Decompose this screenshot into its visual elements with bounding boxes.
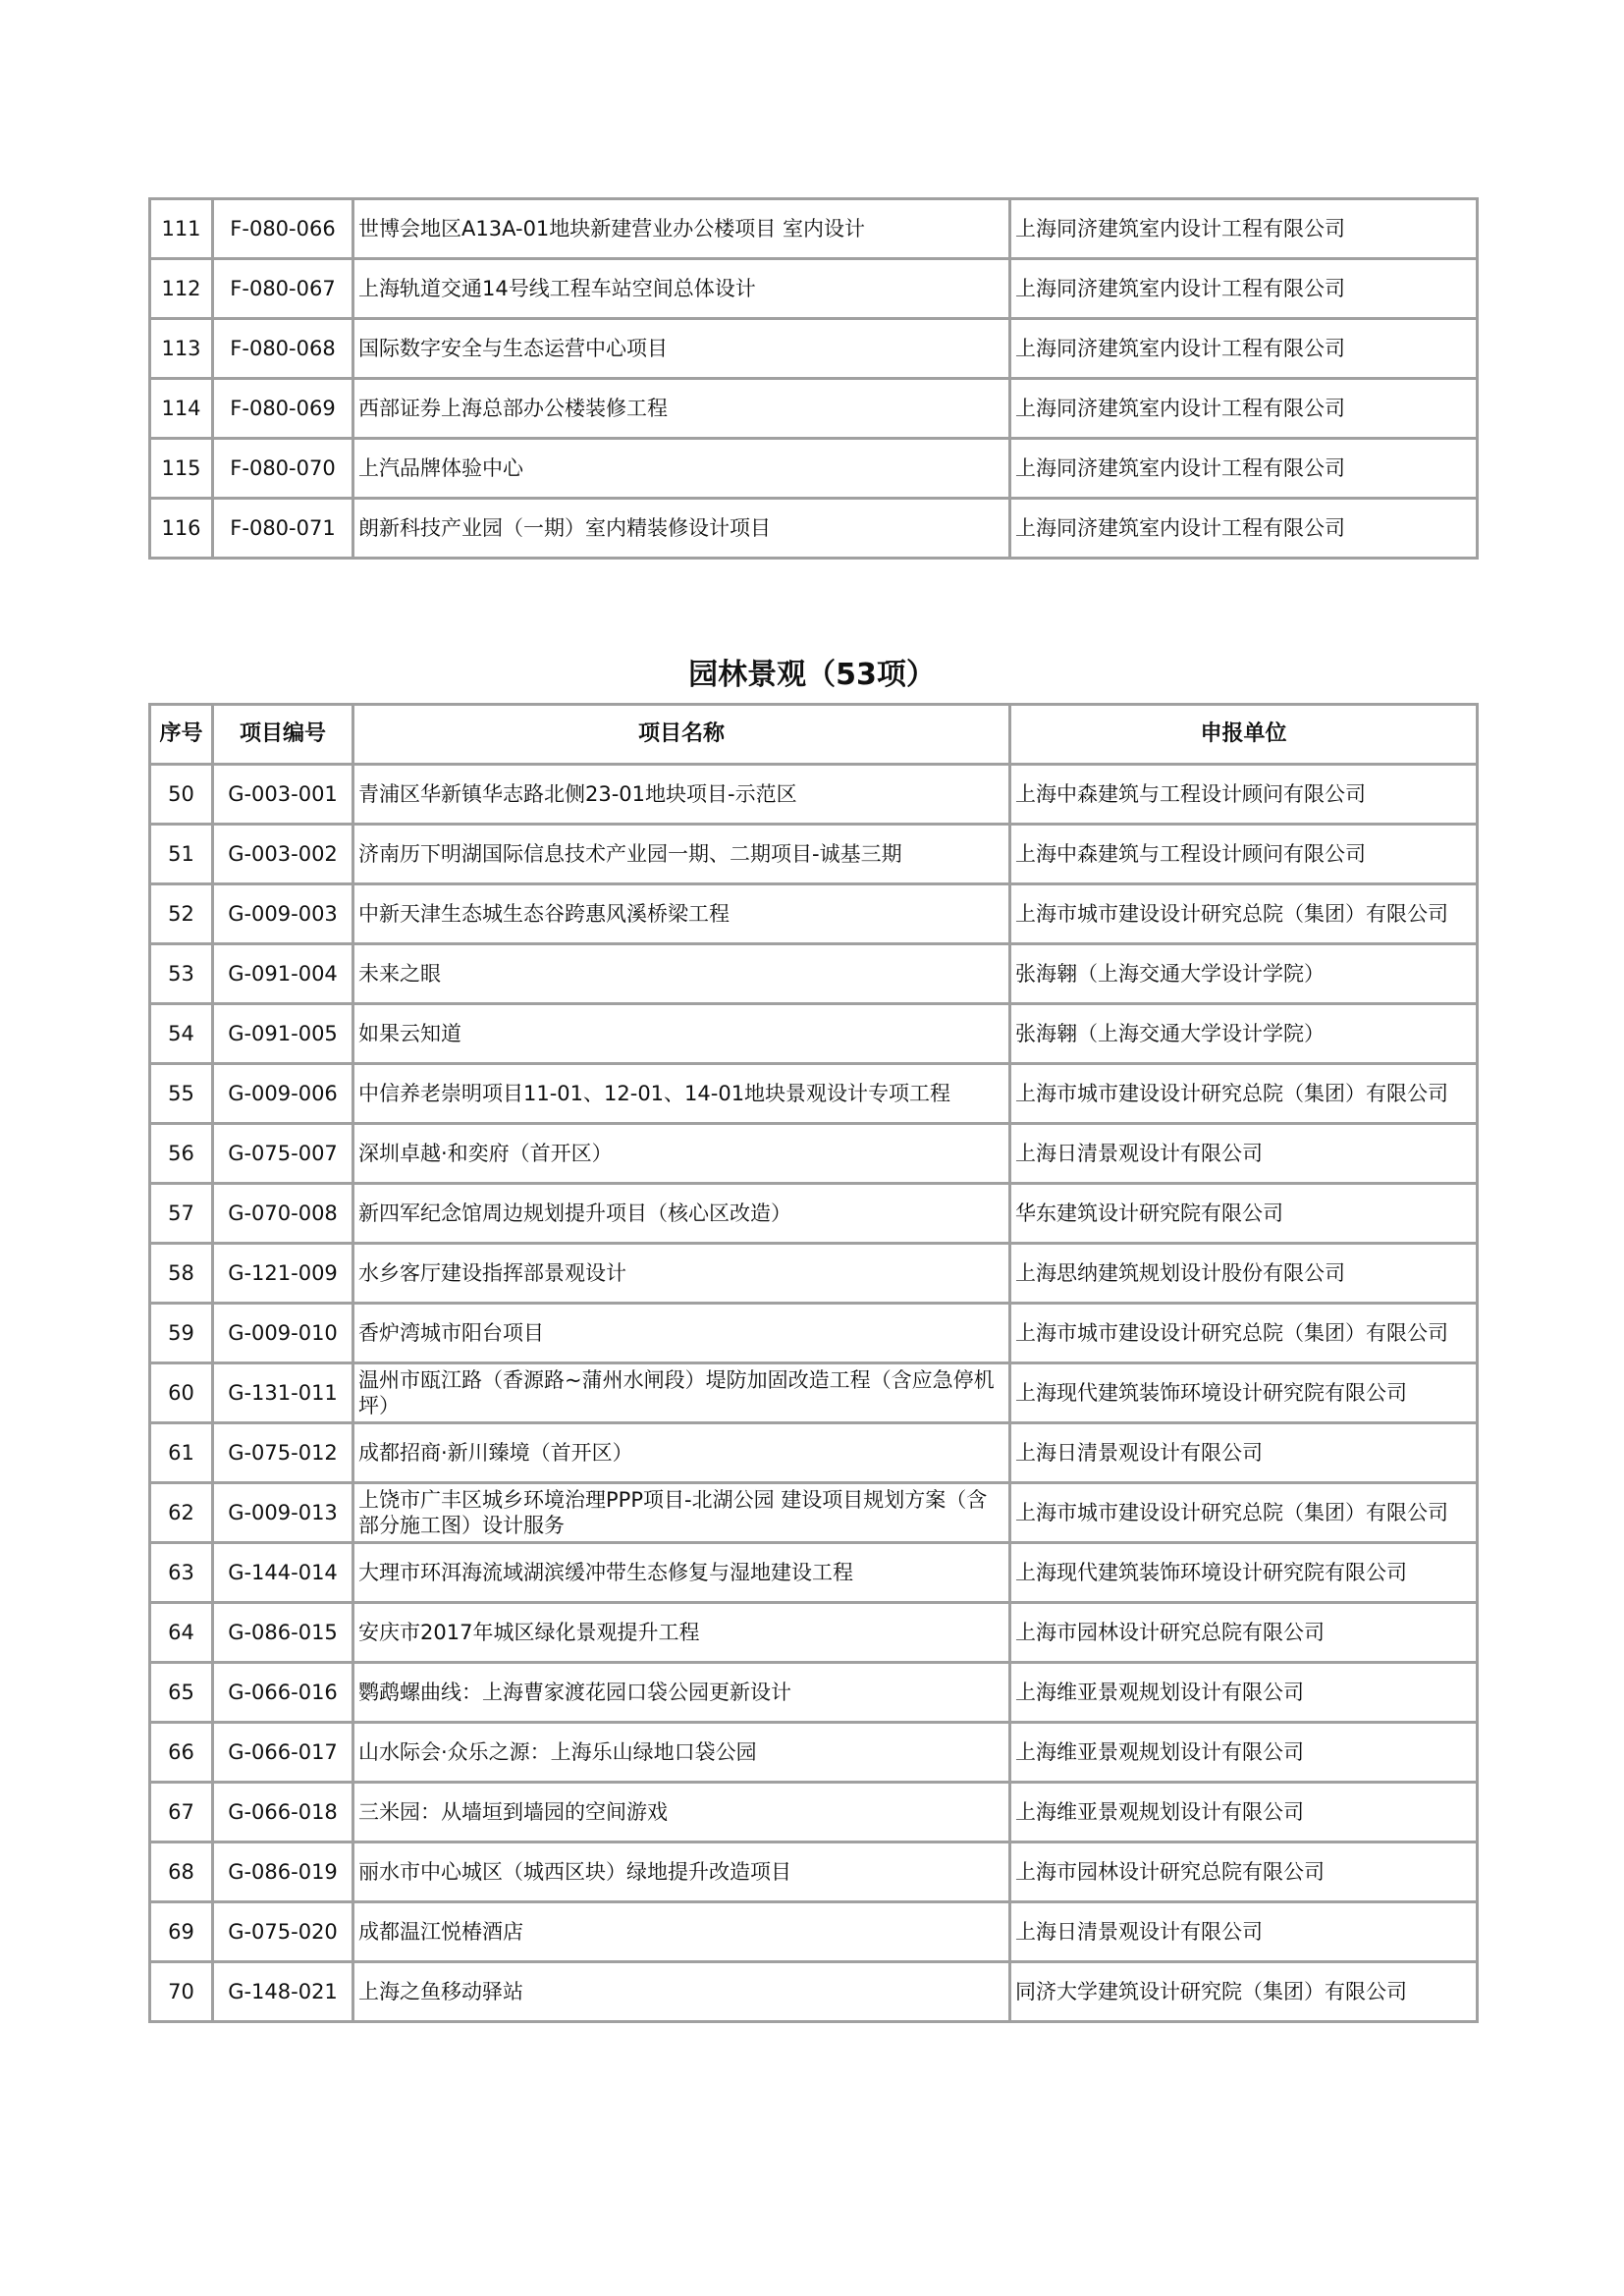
cell-applicant: 上海维亚景观规划设计有限公司 bbox=[1010, 1783, 1478, 1842]
cell-project-name: 世博会地区A13A-01地块新建营业办公楼项目 室内设计 bbox=[353, 199, 1010, 259]
table-row bbox=[150, 1723, 1478, 1783]
cell-project-name: 中新天津生态城生态谷跨惠风溪桥梁工程 bbox=[353, 884, 1010, 944]
cell-project-code: G-075-007 bbox=[213, 1124, 353, 1184]
table-row bbox=[150, 1423, 1478, 1483]
cell-project-code: F-080-070 bbox=[213, 439, 353, 499]
cell-applicant: 上海市城市建设设计研究总院（集团）有限公司 bbox=[1010, 884, 1478, 944]
cell-applicant: 上海同济建筑室内设计工程有限公司 bbox=[1010, 199, 1478, 259]
cell-project-name: 丽水市中心城区（城西区块）绿地提升改造项目 bbox=[353, 1842, 1010, 1902]
cell-project-code: G-091-004 bbox=[213, 944, 353, 1004]
cell-project-code: G-009-003 bbox=[213, 884, 353, 944]
cell-applicant: 上海日清景观设计有限公司 bbox=[1010, 1423, 1478, 1483]
cell-project-name: 朗新科技产业园（一期）室内精装修设计项目 bbox=[353, 499, 1010, 559]
table-header-row bbox=[150, 705, 1478, 765]
header-project-code: 项目编号 bbox=[213, 705, 353, 765]
cell-applicant: 上海市园林设计研究总院有限公司 bbox=[1010, 1842, 1478, 1902]
cell-index: 50 bbox=[150, 765, 213, 825]
cell-applicant: 上海日清景观设计有限公司 bbox=[1010, 1902, 1478, 1962]
table-row bbox=[150, 1483, 1478, 1543]
table-row bbox=[150, 765, 1478, 825]
table-row bbox=[150, 1124, 1478, 1184]
cell-index: 55 bbox=[150, 1064, 213, 1124]
table-row bbox=[150, 1962, 1478, 2022]
cell-index: 114 bbox=[150, 379, 213, 439]
cell-applicant: 上海日清景观设计有限公司 bbox=[1010, 1124, 1478, 1184]
cell-project-name: 济南历下明湖国际信息技术产业园一期、二期项目-诚基三期 bbox=[353, 825, 1010, 884]
cell-index: 68 bbox=[150, 1842, 213, 1902]
cell-applicant: 上海思纳建筑规划设计股份有限公司 bbox=[1010, 1244, 1478, 1304]
cell-index: 53 bbox=[150, 944, 213, 1004]
cell-index: 113 bbox=[150, 319, 213, 379]
cell-project-code: F-080-067 bbox=[213, 259, 353, 319]
table-row bbox=[150, 1244, 1478, 1304]
cell-project-name: 温州市瓯江路（香源路~蒲州水闸段）堤防加固改造工程（含应急停机坪） bbox=[353, 1363, 1010, 1423]
cell-project-name: 上海轨道交通14号线工程车站空间总体设计 bbox=[353, 259, 1010, 319]
cell-project-name: 大理市环洱海流域湖滨缓冲带生态修复与湿地建设工程 bbox=[353, 1543, 1010, 1603]
cell-applicant: 同济大学建筑设计研究院（集团）有限公司 bbox=[1010, 1962, 1478, 2022]
cell-project-name: 安庆市2017年城区绿化景观提升工程 bbox=[353, 1603, 1010, 1663]
header-project-name: 项目名称 bbox=[353, 705, 1010, 765]
cell-index: 61 bbox=[150, 1423, 213, 1483]
cell-index: 66 bbox=[150, 1723, 213, 1783]
cell-project-code: G-009-013 bbox=[213, 1483, 353, 1543]
cell-project-code: G-009-006 bbox=[213, 1064, 353, 1124]
cell-project-code: G-144-014 bbox=[213, 1543, 353, 1603]
cell-project-name: 上汽品牌体验中心 bbox=[353, 439, 1010, 499]
cell-project-code: G-003-002 bbox=[213, 825, 353, 884]
cell-index: 67 bbox=[150, 1783, 213, 1842]
cell-project-code: G-121-009 bbox=[213, 1244, 353, 1304]
header-index: 序号 bbox=[150, 705, 213, 765]
table-row bbox=[150, 379, 1478, 439]
cell-applicant: 上海市城市建设设计研究总院（集团）有限公司 bbox=[1010, 1064, 1478, 1124]
table-row bbox=[150, 199, 1478, 259]
cell-applicant: 上海维亚景观规划设计有限公司 bbox=[1010, 1723, 1478, 1783]
cell-project-name: 如果云知道 bbox=[353, 1004, 1010, 1064]
cell-index: 59 bbox=[150, 1304, 213, 1363]
landscape-table bbox=[148, 703, 1479, 2023]
table-row bbox=[150, 1064, 1478, 1124]
interior-design-table-continued bbox=[148, 197, 1479, 560]
cell-applicant: 华东建筑设计研究院有限公司 bbox=[1010, 1184, 1478, 1244]
cell-applicant: 上海同济建筑室内设计工程有限公司 bbox=[1010, 379, 1478, 439]
cell-project-name: 中信养老崇明项目11-01、12-01、14-01地块景观设计专项工程 bbox=[353, 1064, 1010, 1124]
cell-project-code: G-070-008 bbox=[213, 1184, 353, 1244]
cell-project-code: G-009-010 bbox=[213, 1304, 353, 1363]
cell-index: 52 bbox=[150, 884, 213, 944]
cell-project-name: 未来之眼 bbox=[353, 944, 1010, 1004]
table-row bbox=[150, 1663, 1478, 1723]
section-title-landscape: 园林景观（53项） bbox=[688, 658, 936, 692]
cell-index: 112 bbox=[150, 259, 213, 319]
cell-applicant: 上海同济建筑室内设计工程有限公司 bbox=[1010, 259, 1478, 319]
table-row bbox=[150, 259, 1478, 319]
cell-project-code: F-080-066 bbox=[213, 199, 353, 259]
cell-project-name: 香炉湾城市阳台项目 bbox=[353, 1304, 1010, 1363]
table-row bbox=[150, 1304, 1478, 1363]
table-row bbox=[150, 1902, 1478, 1962]
cell-applicant: 上海同济建筑室内设计工程有限公司 bbox=[1010, 319, 1478, 379]
cell-project-name: 深圳卓越·和奕府（首开区） bbox=[353, 1124, 1010, 1184]
cell-index: 116 bbox=[150, 499, 213, 559]
cell-project-code: G-066-018 bbox=[213, 1783, 353, 1842]
cell-project-name: 鹦鹉螺曲线：上海曹家渡花园口袋公园更新设计 bbox=[353, 1663, 1010, 1723]
table-row bbox=[150, 1842, 1478, 1902]
cell-index: 62 bbox=[150, 1483, 213, 1543]
cell-applicant: 上海同济建筑室内设计工程有限公司 bbox=[1010, 499, 1478, 559]
table-row bbox=[150, 1603, 1478, 1663]
cell-applicant: 上海同济建筑室内设计工程有限公司 bbox=[1010, 439, 1478, 499]
cell-project-name: 西部证券上海总部办公楼装修工程 bbox=[353, 379, 1010, 439]
cell-project-name: 国际数字安全与生态运营中心项目 bbox=[353, 319, 1010, 379]
cell-project-name: 成都温江悦椿酒店 bbox=[353, 1902, 1010, 1962]
cell-index: 65 bbox=[150, 1663, 213, 1723]
cell-applicant: 上海市园林设计研究总院有限公司 bbox=[1010, 1603, 1478, 1663]
table-row bbox=[150, 825, 1478, 884]
cell-applicant: 上海市城市建设设计研究总院（集团）有限公司 bbox=[1010, 1483, 1478, 1543]
cell-project-code: F-080-068 bbox=[213, 319, 353, 379]
table-row bbox=[150, 499, 1478, 559]
cell-applicant: 张海翱（上海交通大学设计学院） bbox=[1010, 1004, 1478, 1064]
cell-project-name: 山水际会·众乐之源：上海乐山绿地口袋公园 bbox=[353, 1723, 1010, 1783]
cell-index: 56 bbox=[150, 1124, 213, 1184]
cell-index: 64 bbox=[150, 1603, 213, 1663]
cell-index: 63 bbox=[150, 1543, 213, 1603]
cell-project-code: G-131-011 bbox=[213, 1363, 353, 1423]
cell-index: 57 bbox=[150, 1184, 213, 1244]
cell-project-name: 新四军纪念馆周边规划提升项目（核心区改造） bbox=[353, 1184, 1010, 1244]
cell-index: 115 bbox=[150, 439, 213, 499]
cell-index: 70 bbox=[150, 1962, 213, 2022]
cell-project-code: G-075-020 bbox=[213, 1902, 353, 1962]
table-row bbox=[150, 319, 1478, 379]
cell-project-code: G-075-012 bbox=[213, 1423, 353, 1483]
cell-project-name: 上饶市广丰区城乡环境治理PPP项目-北湖公园 建设项目规划方案（含部分施工图）设计服务 bbox=[353, 1483, 1010, 1543]
cell-project-name: 上海之鱼移动驿站 bbox=[353, 1962, 1010, 2022]
table-row bbox=[150, 944, 1478, 1004]
cell-index: 58 bbox=[150, 1244, 213, 1304]
cell-applicant: 上海维亚景观规划设计有限公司 bbox=[1010, 1663, 1478, 1723]
cell-index: 69 bbox=[150, 1902, 213, 1962]
cell-project-code: G-086-019 bbox=[213, 1842, 353, 1902]
cell-project-name: 水乡客厅建设指挥部景观设计 bbox=[353, 1244, 1010, 1304]
cell-index: 51 bbox=[150, 825, 213, 884]
cell-applicant: 上海市城市建设设计研究总院（集团）有限公司 bbox=[1010, 1304, 1478, 1363]
cell-project-code: F-080-071 bbox=[213, 499, 353, 559]
cell-applicant: 上海现代建筑装饰环境设计研究院有限公司 bbox=[1010, 1543, 1478, 1603]
cell-index: 60 bbox=[150, 1363, 213, 1423]
cell-applicant: 张海翱（上海交通大学设计学院） bbox=[1010, 944, 1478, 1004]
cell-index: 54 bbox=[150, 1004, 213, 1064]
header-applicant: 申报单位 bbox=[1010, 705, 1478, 765]
cell-project-name: 三米园：从墙垣到墙园的空间游戏 bbox=[353, 1783, 1010, 1842]
cell-project-code: G-003-001 bbox=[213, 765, 353, 825]
cell-index: 111 bbox=[150, 199, 213, 259]
cell-applicant: 上海中森建筑与工程设计顾问有限公司 bbox=[1010, 825, 1478, 884]
cell-project-code: F-080-069 bbox=[213, 379, 353, 439]
cell-project-code: G-091-005 bbox=[213, 1004, 353, 1064]
cell-project-name: 成都招商·新川臻境（首开区） bbox=[353, 1423, 1010, 1483]
table-row bbox=[150, 1363, 1478, 1423]
table-row bbox=[150, 884, 1478, 944]
cell-applicant: 上海中森建筑与工程设计顾问有限公司 bbox=[1010, 765, 1478, 825]
cell-project-code: G-066-017 bbox=[213, 1723, 353, 1783]
table-row bbox=[150, 1184, 1478, 1244]
cell-project-code: G-066-016 bbox=[213, 1663, 353, 1723]
table-row bbox=[150, 439, 1478, 499]
table-row bbox=[150, 1783, 1478, 1842]
table-row bbox=[150, 1543, 1478, 1603]
cell-applicant: 上海现代建筑装饰环境设计研究院有限公司 bbox=[1010, 1363, 1478, 1423]
table-row bbox=[150, 1004, 1478, 1064]
cell-project-code: G-086-015 bbox=[213, 1603, 353, 1663]
cell-project-name: 青浦区华新镇华志路北侧23-01地块项目-示范区 bbox=[353, 765, 1010, 825]
cell-project-code: G-148-021 bbox=[213, 1962, 353, 2022]
